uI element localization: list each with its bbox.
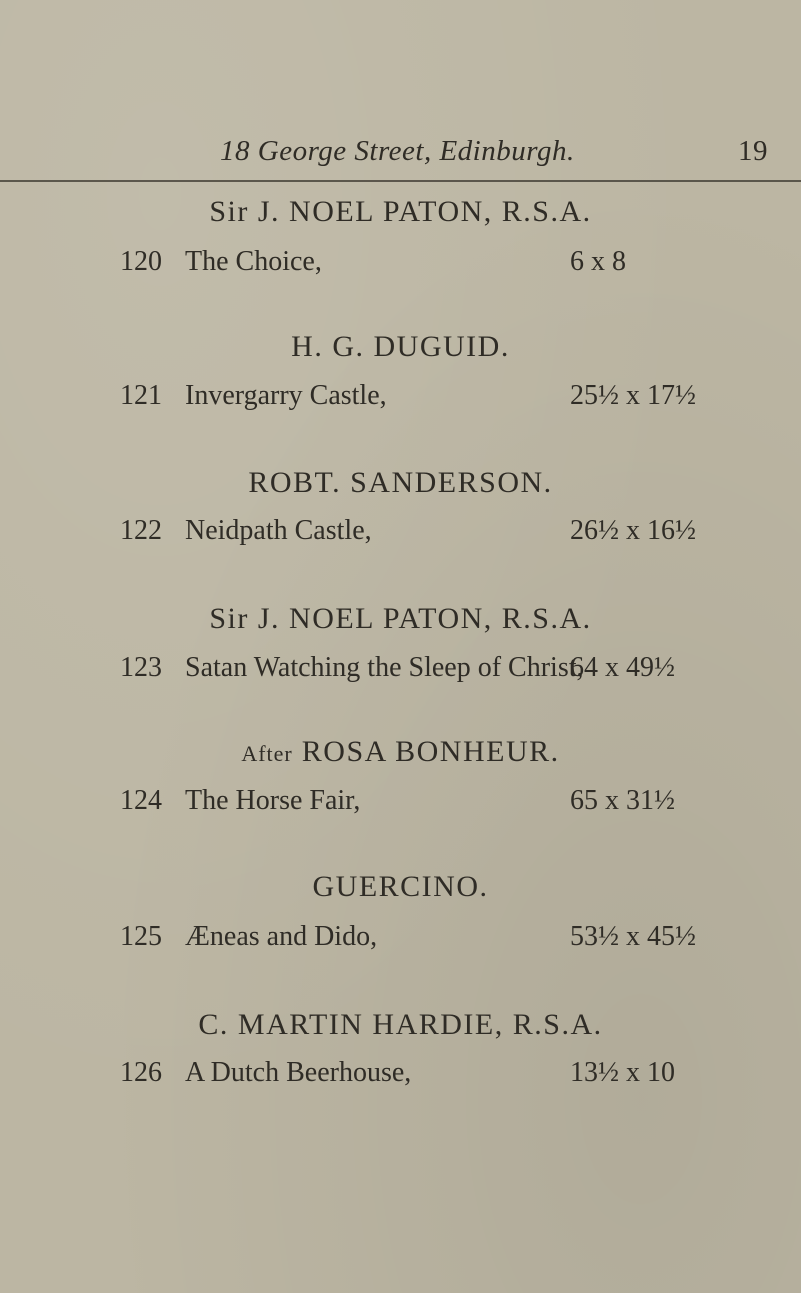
lot-number: 123 (120, 652, 162, 683)
artist-name: ROBT. SANDERSON. (248, 466, 553, 499)
artist-heading (0, 330, 801, 364)
artist-name: ROSA BONHEUR. (301, 735, 560, 768)
running-head-address: 18 George Street, Edinburgh. (220, 135, 575, 167)
catalogue-entry (0, 515, 801, 555)
artist-heading (0, 466, 801, 500)
catalogue-entry (0, 246, 801, 286)
artwork-dimensions: 13½ x 10 (570, 1057, 675, 1088)
artist-name: H. G. DUGUID. (291, 330, 510, 363)
artwork-dimensions: 25½ x 17½ (570, 380, 696, 411)
catalogue-entry (0, 652, 801, 692)
artwork-dimensions: 26½ x 16½ (570, 515, 696, 546)
artwork-title: A Dutch Beerhouse, (185, 1057, 412, 1088)
lot-number: 120 (120, 246, 162, 277)
lot-number: 126 (120, 1057, 162, 1088)
artist-heading (0, 195, 801, 229)
artwork-title: Æneas and Dido, (185, 921, 378, 952)
header-rule (0, 180, 801, 182)
artist-heading (0, 1008, 801, 1042)
artist-prefix: After (241, 741, 293, 766)
artwork-dimensions: 53½ x 45½ (570, 921, 696, 952)
catalogue-entry (0, 921, 801, 961)
artwork-title: Invergarry Castle, (185, 380, 387, 411)
lot-number: 122 (120, 515, 162, 546)
artist-heading (0, 735, 801, 769)
catalogue-entry (0, 1057, 801, 1097)
artwork-title: Satan Watching the Sleep of Christ, (185, 652, 584, 683)
artwork-title: The Horse Fair, (185, 785, 361, 816)
artwork-title: The Choice, (185, 246, 322, 277)
artwork-dimensions: 6 x 8 (570, 246, 626, 277)
artwork-dimensions: 64 x 49½ (570, 652, 675, 683)
catalogue-entry (0, 785, 801, 825)
page-number: 19 (738, 135, 768, 167)
artist-heading (0, 602, 801, 636)
lot-number: 124 (120, 785, 162, 816)
artist-name: Sir J. NOEL PATON, R.S.A. (209, 602, 592, 635)
lot-number: 125 (120, 921, 162, 952)
artwork-dimensions: 65 x 31½ (570, 785, 675, 816)
artist-name: Sir J. NOEL PATON, R.S.A. (209, 195, 592, 228)
artist-heading (0, 870, 801, 904)
artwork-title: Neidpath Castle, (185, 515, 372, 546)
artist-name: GUERCINO. (312, 870, 489, 903)
catalogue-entry (0, 380, 801, 420)
lot-number: 121 (120, 380, 162, 411)
running-head (220, 135, 780, 168)
artist-name: C. MARTIN HARDIE, R.S.A. (198, 1008, 603, 1041)
